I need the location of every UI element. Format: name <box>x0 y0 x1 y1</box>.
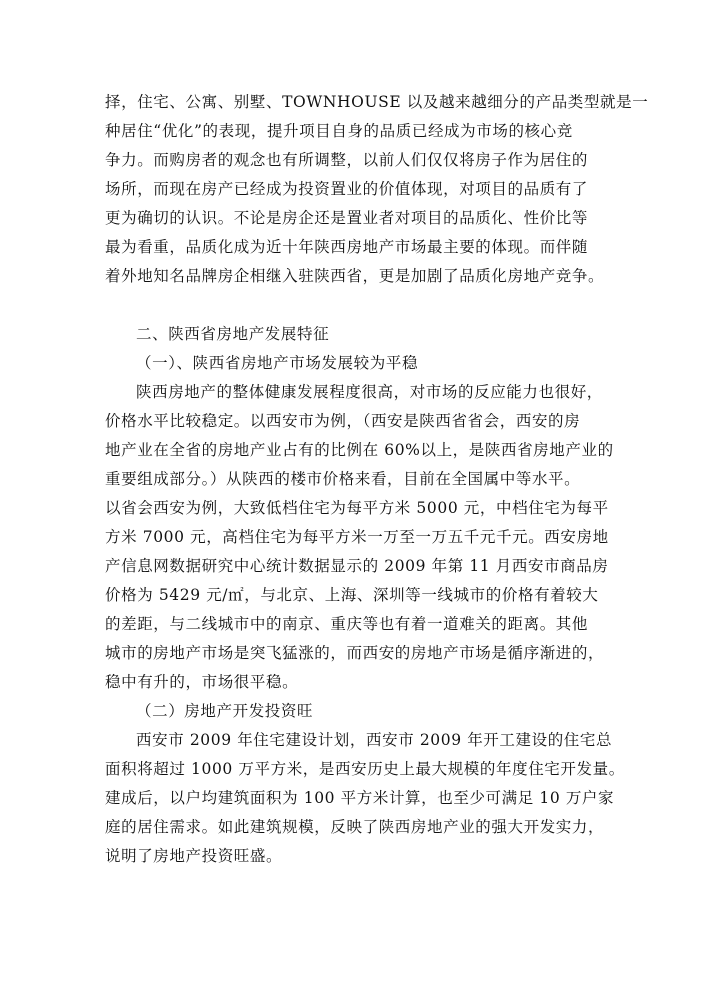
text-line: 着外地知名品牌房企相继入驻陕西省，更是加剧了品质化房地产竞争。 <box>105 267 605 285</box>
text-line: 争力。而购房者的观念也有所调整，以前人们仅仅将房子作为居住的 <box>105 151 589 169</box>
text-line: 场所，而现在房产已经成为投资置业的价值体现，对项目的品质有了 <box>105 180 589 198</box>
subsection-heading: （二）房地产开发投资旺 <box>136 702 314 720</box>
text-line: 最为看重，品质化成为近十年陕西房地产市场最主要的体现。而伴随 <box>105 238 589 256</box>
text-line: 稳中有升的，市场很平稳。 <box>105 673 299 691</box>
paragraph-first-line: 陕西房地产的整体健康发展程度很高，对市场的反应能力也很好， <box>136 383 603 401</box>
text-line: 城市的房地产市场是突飞猛涨的，而西安的房地产市场是循序渐进的， <box>105 644 605 662</box>
text-line: 价格为 5429 元/㎡，与北京、上海、深圳等一线城市的价格有着较大 <box>105 586 599 604</box>
paragraph-first-line: 西安市 2009 年住宅建设计划，西安市 2009 年开工建设的住宅总 <box>136 731 613 749</box>
text-line: 以省会西安为例，大致低档住宅为每平方米 5000 元，中档住宅为每平 <box>105 499 609 517</box>
text-line: 方米 7000 元，高档住宅为每平方米一万至一万五千元千元。西安房地 <box>105 528 609 546</box>
text-line: 庭的居住需求。如此建筑规模，反映了陕西房地产业的强大开发实力， <box>105 818 605 836</box>
text-line: 种居住“优化”的表现，提升项目自身的品质已经成为市场的核心竞 <box>105 122 573 140</box>
text-line: 说明了房地产投资旺盛。 <box>105 847 283 865</box>
section-heading: 二、陕西省房地产发展特征 <box>136 325 330 343</box>
text-line: 重要组成部分。）从陕西的楼市价格来看，目前在全国属中等水平。 <box>105 470 581 488</box>
text-line: 择，住宅、公寓、别墅、TOWNHOUSE 以及越来越细分的产品类型就是一 <box>105 93 649 111</box>
text-line: 价格水平比较稳定。以西安市为例，（西安是陕西省省会，西安的房 <box>105 412 581 430</box>
text-line: 的差距，与二线城市中的南京、重庆等也有着一道难关的距离。其他 <box>105 615 589 633</box>
text-line: 产信息网数据研究中心统计数据显示的 2009 年第 11 月西安市商品房 <box>105 557 609 575</box>
text-line: 地产业在全省的房地产业占有的比例在 60%以上，是陕西省房地产业的 <box>105 441 614 459</box>
text-line: 建成后，以户均建筑面积为 100 平方米计算，也至少可满足 10 万户家 <box>105 789 615 807</box>
text-line: 面积将超过 1000 万平方米，是西安历史上最大规模的年度住宅开发量。 <box>105 760 625 778</box>
text-line: 更为确切的认识。不论是房企还是置业者对项目的品质化、性价比等 <box>105 209 589 227</box>
subsection-heading: （一）、陕西省房地产市场发展较为平稳 <box>136 354 419 372</box>
